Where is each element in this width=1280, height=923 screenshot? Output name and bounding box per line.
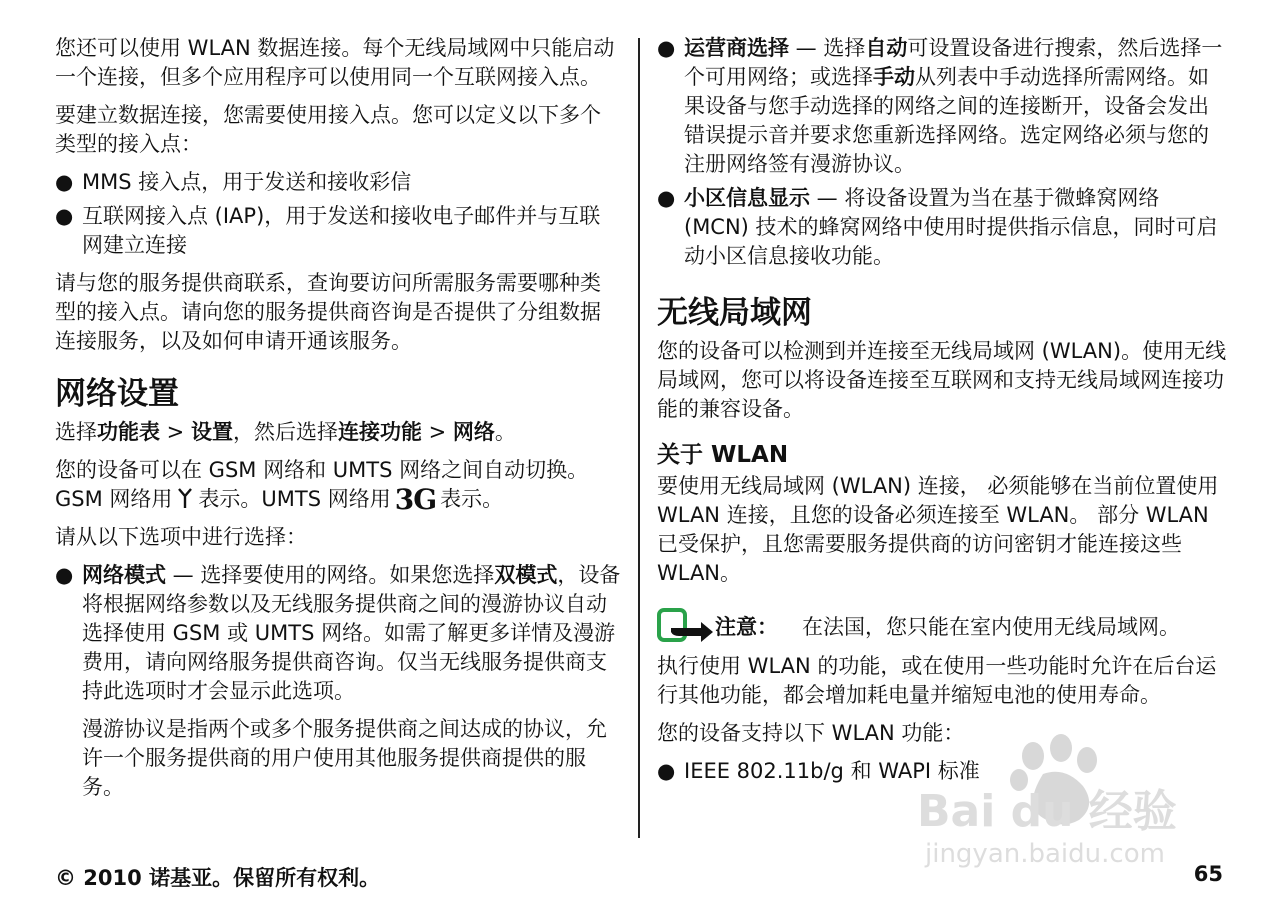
note-hand-icon	[657, 606, 715, 646]
list-item: ● 互联网接入点 (IAP)，用于发送和接收电子邮件并与互联网建立连接	[55, 204, 601, 257]
umts-3g-icon: 3G	[394, 483, 437, 516]
paragraph-power-usage: 执行使用 WLAN 的功能，或在使用一些功能时允许在后台运行其他功能，都会增加耗电量并缩短电池的使用寿命。	[657, 654, 1217, 707]
paragraph-contact-provider: 请与您的服务提供商联系，查询要访问所需服务需要哪种类型的接入点。请向您的服务提供商咨询是否提供了分组数据连接服务，以及如何申请开通该服务。	[55, 271, 601, 353]
baidu-watermark	[915, 730, 1215, 870]
access-point-list	[55, 168, 621, 260]
note-box	[657, 606, 1227, 646]
section-title-about-wlan: 关于 WLAN	[657, 442, 789, 468]
paragraph-roaming-agreement: 漫游协议是指两个或多个服务提供商之间达成的协议，允许一个服务提供商的用户使用其他服务提供商提供的服务。	[82, 717, 607, 799]
list-item: ● IEEE 802.11b/g 和 WAPI 标准	[657, 757, 1227, 786]
navigation-path: 选择功能表 > 设置，然后选择连接功能 > 网络。	[55, 420, 516, 444]
section-title-wlan: 无线局域网	[657, 295, 812, 331]
section-title-network-settings: 网络设置	[55, 376, 179, 412]
paragraph-wlan-intro: 您还可以使用 WLAN 数据连接。每个无线局域网中只能启动一个连接，但多个应用程序可以使用同一个互联网接入点。	[55, 36, 615, 89]
right-column	[657, 34, 1227, 795]
footer-copyright: © 2010 诺基亚。保留所有权利。	[55, 866, 381, 890]
list-item-cell-info: ● 小区信息显示 — 将设备设置为当在基于微蜂窝网络 (MCN) 技术的蜂窝网络中使用时提供指示信息，同时可启动小区信息接收功能。	[657, 186, 1218, 268]
note-label: 注意：	[715, 615, 778, 639]
paragraph-wlan-detect: 您的设备可以检测到并连接至无线局域网 (WLAN)。使用无线局域网，您可以将设备连接至互联网和支持无线局域网连接功能的兼容设备。	[657, 339, 1227, 421]
watermark-brand: Bai du 经验	[917, 786, 1177, 837]
bullet-icon: ●	[55, 204, 74, 228]
paragraph-access-point: 要建立数据连接，您需要使用接入点。您可以定义以下多个类型的接入点：	[55, 103, 601, 156]
list-item-network-mode: ● 网络模式 — 选择要使用的网络。如果您选择双模式，设备将根据网络参数以及无线服务提供商之间的漫游协议自动选择使用 GSM 或 UMTS 网络。如需了解更多详情及漫游费用，请向网络服务提供商咨询。仅当无线服务提供商支持此选项时才会显示此选项。	[55, 563, 621, 703]
note-text: 在法国，您只能在室内使用无线局域网。	[802, 615, 1180, 639]
network-options-list	[55, 561, 621, 706]
bullet-icon: ●	[55, 563, 74, 587]
column-divider	[638, 38, 640, 838]
list-item: ● MMS 接入点，用于发送和接收彩信	[55, 168, 621, 197]
bullet-icon: ●	[657, 36, 676, 60]
left-column	[55, 34, 621, 811]
paragraph-choose-option: 请从以下选项中进行选择：	[55, 525, 307, 549]
paragraph-wlan-support: 您的设备支持以下 WLAN 功能：	[657, 721, 965, 745]
paragraph-about-wlan: 要使用无线局域网 (WLAN) 连接， 必须能够在当前位置使用 WLAN 连接，且您的设备必须连接至 WLAN。 部分 WLAN 已受保护，且您需要服务提供商的访问密钥才能连接这些 WLAN。	[657, 474, 1219, 585]
paragraph-gsm-umts: 您的设备可以在 GSM 网络和 UMTS 网络之间自动切换。GSM 网络用 表示。UMTS 网络用 3G 表示。	[55, 458, 589, 516]
watermark-url: jingyan.baidu.com	[925, 839, 1165, 869]
bullet-icon: ●	[657, 759, 676, 783]
page-number: 65	[1193, 862, 1223, 886]
bullet-icon: ●	[55, 170, 74, 194]
bullet-icon: ●	[657, 186, 676, 210]
list-item-operator-selection: ● 运营商选择 — 选择自动可设置设备进行搜索，然后选择一个可用网络；或选择手动从列表中手动选择所需网络。如果设备与您手动选择的网络之间的连接断开，设备会发出错误提示音并要求您重新选择网络。选定网络必须与您的注册网络签有漫游协议。	[657, 36, 1223, 176]
gsm-signal-icon	[178, 487, 192, 509]
network-options-list-cont	[657, 34, 1227, 271]
